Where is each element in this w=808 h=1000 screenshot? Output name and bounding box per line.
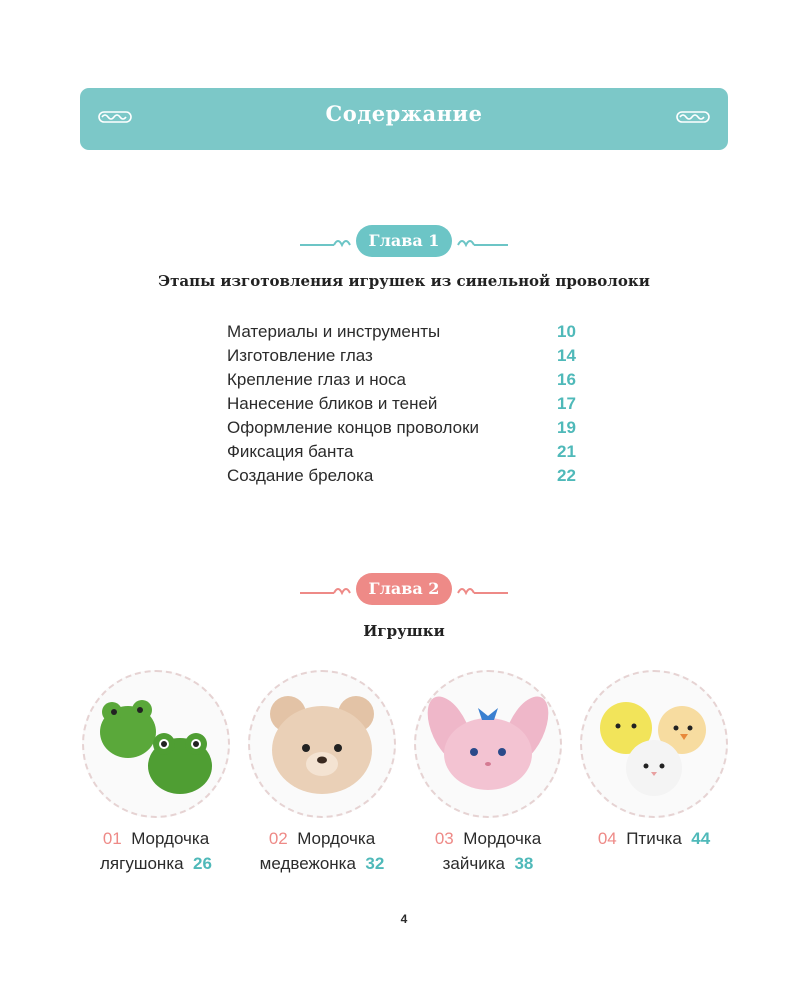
toc-item[interactable]: Крепление глаз и носа 16: [227, 370, 576, 389]
toy-caption-bunny[interactable]: 03 Мордочка зайчика 38: [434, 829, 542, 873]
toc-item[interactable]: Создание брелока 22: [227, 466, 576, 485]
chapter2-heading: [0, 573, 808, 607]
chapter2-label: Глава 2: [356, 573, 452, 605]
chick-toy-image[interactable]: [580, 670, 728, 818]
bear-toy-image[interactable]: [248, 670, 396, 818]
toc-item[interactable]: Изготовление глаз 14: [227, 346, 576, 365]
contents-header: [80, 88, 728, 150]
toc-item[interactable]: Нанесение бликов и теней 17: [227, 394, 576, 413]
swirl-line-right-icon: [452, 233, 508, 253]
chapter2-subtitle: Игрушки: [363, 622, 445, 640]
wave-ornament-right-icon: [676, 110, 710, 124]
swirl-line-left-icon: [300, 233, 356, 253]
toy-caption-bear[interactable]: 02 Мордочка медвежонка 32: [259, 829, 385, 873]
toy-caption-chick[interactable]: 04 Птичка 44: [597, 829, 711, 848]
toc-item[interactable]: Материалы и инструменты 10: [227, 322, 576, 341]
chapter1-heading: [0, 225, 808, 259]
bunny-toy-image[interactable]: [414, 670, 562, 818]
chapter1-label: Глава 1: [356, 225, 452, 257]
toy-caption-frog[interactable]: 01 Мордочка лягушонка 26: [100, 829, 212, 873]
toc-item[interactable]: Оформление концов проволоки 19: [227, 418, 576, 437]
swirl-line-left-icon: [300, 581, 356, 601]
frog-toy-image[interactable]: [82, 670, 230, 818]
toc-item[interactable]: Фиксация банта 21: [227, 442, 576, 461]
chapter1-toc: [227, 320, 587, 488]
page-number: 4: [400, 912, 408, 926]
page-title: Содержание: [325, 101, 483, 126]
chapter1-subtitle: Этапы изготовления игрушек из синельной проволоки: [158, 272, 650, 290]
swirl-line-right-icon: [452, 581, 508, 601]
